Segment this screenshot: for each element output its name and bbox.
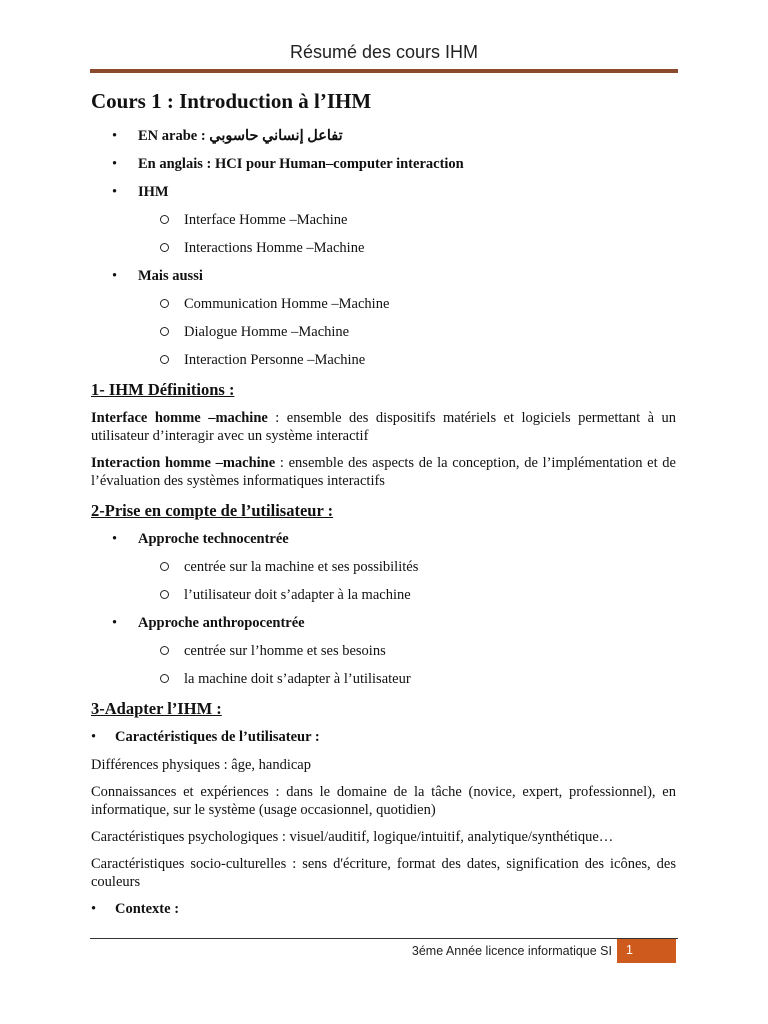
list-item-anthropocentree	[91, 614, 676, 688]
section-heading-adapter: 3-Adapter l’IHM :	[91, 698, 222, 718]
list-item-arabic	[91, 127, 676, 145]
circle-bullet-icon	[160, 243, 169, 252]
adapter-list-1	[91, 728, 676, 746]
intro-list	[91, 127, 676, 369]
list-item-contexte	[91, 900, 676, 918]
bullet-icon: •	[112, 156, 118, 173]
definition-text: : ensemble des aspects de la conception, de l’implémentation et de l’évaluation des systèmes informatiques interactifs	[91, 455, 676, 490]
sublist-technocentree	[138, 558, 676, 604]
circle-bullet-icon	[160, 327, 169, 336]
list-item-english	[91, 155, 676, 173]
sublist-item-label: Interactions Homme –Machine	[184, 240, 365, 257]
definition-interface	[91, 409, 676, 445]
sublist-item-label: Interface Homme –Machine	[184, 212, 348, 229]
list-item-label: Approche anthropocentrée	[138, 614, 305, 631]
circle-bullet-icon	[160, 215, 169, 224]
sublist-item	[138, 586, 676, 604]
sublist-anthropocentree	[138, 642, 676, 688]
approach-list	[91, 530, 676, 688]
bullet-icon: •	[91, 728, 97, 745]
sublist-item	[138, 323, 676, 341]
list-item-technocentree	[91, 530, 676, 604]
bullet-icon: •	[112, 184, 118, 201]
list-item-label: IHM	[138, 184, 169, 201]
sublist-ihm	[138, 211, 676, 257]
sublist-item	[138, 670, 676, 688]
bullet-icon: •	[112, 268, 118, 285]
sublist-item-label: Communication Homme –Machine	[184, 296, 390, 313]
header-rule	[90, 69, 678, 73]
sublist-item	[138, 351, 676, 369]
adapter-list-2	[91, 900, 676, 918]
paragraph-physiques: Différences physiques : âge, handicap	[91, 756, 311, 773]
sublist-item-label: l’utilisateur doit s’adapter à la machine	[184, 586, 411, 603]
bullet-icon: •	[112, 530, 118, 547]
footer-rule	[90, 938, 678, 939]
sublist-item-label: Interaction Personne –Machine	[184, 352, 366, 369]
arabic-term: تفاعل إنساني حاسوبي	[209, 128, 343, 145]
paragraph-connaissances: Connaissances et expériences : dans le domaine de la tâche (novice, expert, professionnel), en informatique, sur le système (usage occasionnel, quotidien)	[91, 783, 676, 818]
sublist-item	[138, 642, 676, 660]
sublist-item-label: centrée sur la machine et ses possibilités	[184, 558, 419, 575]
definition-term: Interface homme –machine	[91, 410, 268, 427]
circle-bullet-icon	[160, 590, 169, 599]
list-item-label: Approche technocentrée	[138, 530, 289, 547]
sublist-item	[138, 239, 676, 257]
sublist-item-label: la machine doit s’adapter à l’utilisateur	[184, 670, 411, 687]
bullet-icon: •	[91, 900, 97, 917]
circle-bullet-icon	[160, 299, 169, 308]
definition-interaction	[91, 454, 676, 490]
list-item-ihm	[91, 183, 676, 257]
section-heading-prise-en-compte: 2-Prise en compte de l’utilisateur :	[91, 501, 334, 521]
sublist-item-label: Dialogue Homme –Machine	[184, 324, 350, 341]
definition-term: Interaction homme –machine	[91, 455, 276, 472]
list-item-label: Mais aussi	[138, 268, 203, 285]
page-number: 1	[617, 939, 676, 963]
sublist-item	[138, 558, 676, 576]
circle-bullet-icon	[160, 562, 169, 571]
section-heading-definitions: 1- IHM Définitions :	[91, 380, 235, 400]
list-item-label: En anglais : HCI pour Human–computer interaction	[138, 156, 464, 173]
circle-bullet-icon	[160, 674, 169, 683]
bullet-icon: •	[112, 614, 118, 631]
document-body	[91, 88, 676, 928]
list-item-label: Contexte :	[115, 900, 180, 917]
circle-bullet-icon	[160, 355, 169, 364]
sublist-item	[138, 211, 676, 229]
paragraph-psychologiques: Caractéristiques psychologiques : visuel/auditif, logique/intuitif, analytique/synthétique…	[91, 828, 614, 845]
list-item-label: EN arabe :	[138, 128, 210, 145]
course-title: Cours 1 : Introduction à l’IHM	[91, 89, 372, 113]
list-item-label: Caractéristiques de l’utilisateur :	[115, 728, 320, 745]
bullet-icon: •	[112, 128, 118, 145]
circle-bullet-icon	[160, 646, 169, 655]
sublist-item-label: centrée sur l’homme et ses besoins	[184, 642, 386, 659]
sublist-item	[138, 295, 676, 313]
paragraph-socio-culturelles: Caractéristiques socio-culturelles : sens d'écriture, format des dates, signification des icônes, des couleurs	[91, 855, 676, 890]
list-item-mais-aussi	[91, 267, 676, 369]
sublist-mais-aussi	[138, 295, 676, 369]
list-item-caracteristiques	[91, 728, 676, 746]
page-header-title: Résumé des cours IHM	[289, 42, 479, 62]
footer-text: 3éme Année licence informatique SI	[411, 944, 612, 958]
definition-text: : ensemble des dispositifs matériels et logiciels permettant à un utilisateur d’interagir avec un système interactif	[91, 410, 676, 445]
